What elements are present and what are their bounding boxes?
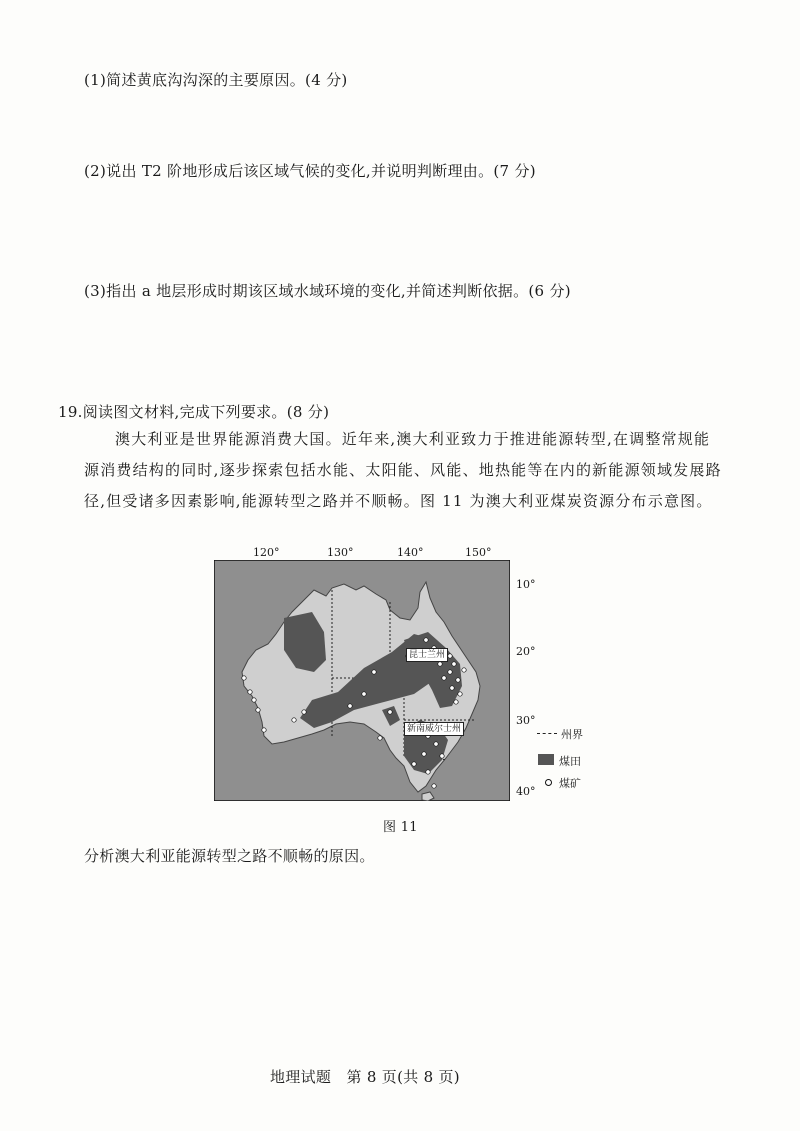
lon-tick-130: 130°	[327, 546, 354, 559]
coal-mine	[378, 736, 382, 740]
coal-mine	[438, 662, 442, 666]
coal-mine	[252, 698, 256, 702]
coal-mine	[450, 686, 454, 690]
coal-mine	[448, 654, 452, 658]
paragraph-text: 澳大利亚是世界能源消费大国。近年来,澳大利亚致力于推进能源转型,在调整常规能源消费结构的同时,逐步探索包括水能、太阳能、风能、地热能等在内的新能源领域发展路径,但受诸多因素影响,能源转型之路并不顺畅。图 11 为澳大利亚煤炭资源分布示意图。	[84, 430, 722, 510]
legend-border-swatch	[537, 733, 557, 734]
coal-mine	[242, 676, 246, 680]
coal-mine	[456, 678, 460, 682]
coal-mine	[458, 692, 462, 696]
coal-mine	[362, 692, 366, 696]
lon-tick-140: 140°	[397, 546, 424, 559]
lat-tick-10: 10°	[516, 578, 536, 591]
question-3: (3)指出 a 地层形成时期该区域水域环境的变化,并简述判断依据。(6 分)	[84, 282, 571, 300]
legend-coalfield-swatch	[538, 754, 554, 765]
coal-mine	[426, 770, 430, 774]
legend-coalfield-label: 煤田	[559, 755, 581, 768]
coal-mine	[434, 742, 438, 746]
label-nsw: 新南威尔士州	[404, 722, 464, 736]
question-1: (1)简述黄底沟沟深的主要原因。(4 分)	[84, 71, 348, 89]
coal-mine	[348, 704, 352, 708]
coal-mine	[442, 676, 446, 680]
coal-mine	[432, 784, 436, 788]
legend-coalmine-swatch	[545, 779, 552, 786]
page-footer: 地理试题 第 8 页(共 8 页)	[270, 1068, 460, 1086]
coal-mine	[440, 754, 444, 758]
coal-mine	[422, 752, 426, 756]
coal-mine	[454, 700, 458, 704]
coal-mine	[248, 690, 252, 694]
figure-caption: 图 11	[383, 820, 418, 835]
lat-tick-20: 20°	[516, 645, 536, 658]
lat-tick-30: 30°	[516, 714, 536, 727]
australia-coal-map	[214, 560, 510, 801]
coal-mine	[262, 728, 266, 732]
legend-border-label: 州界	[561, 728, 583, 741]
coal-mine	[302, 710, 306, 714]
coal-mine	[412, 762, 416, 766]
question-2: (2)说出 T2 阶地形成后该区域气候的变化,并说明判断理由。(7 分)	[84, 162, 536, 180]
coal-mine	[388, 710, 392, 714]
question-19-paragraph	[84, 424, 724, 517]
lon-tick-120: 120°	[253, 546, 280, 559]
lon-tick-150: 150°	[465, 546, 492, 559]
question-19-task: 分析澳大利亚能源转型之路不顺畅的原因。	[84, 847, 375, 865]
coal-mine	[424, 638, 428, 642]
coal-mine	[462, 668, 466, 672]
question-19-heading: 19.阅读图文材料,完成下列要求。(8 分)	[58, 403, 330, 421]
coal-mine	[448, 670, 452, 674]
legend-coalmine-label: 煤矿	[559, 777, 581, 790]
map-svg	[214, 560, 510, 801]
lat-tick-40: 40°	[516, 785, 536, 798]
coal-mine	[372, 670, 376, 674]
coal-mine	[256, 708, 260, 712]
label-queensland: 昆士兰州	[406, 648, 448, 662]
coal-mine	[452, 662, 456, 666]
coal-mine	[292, 718, 296, 722]
